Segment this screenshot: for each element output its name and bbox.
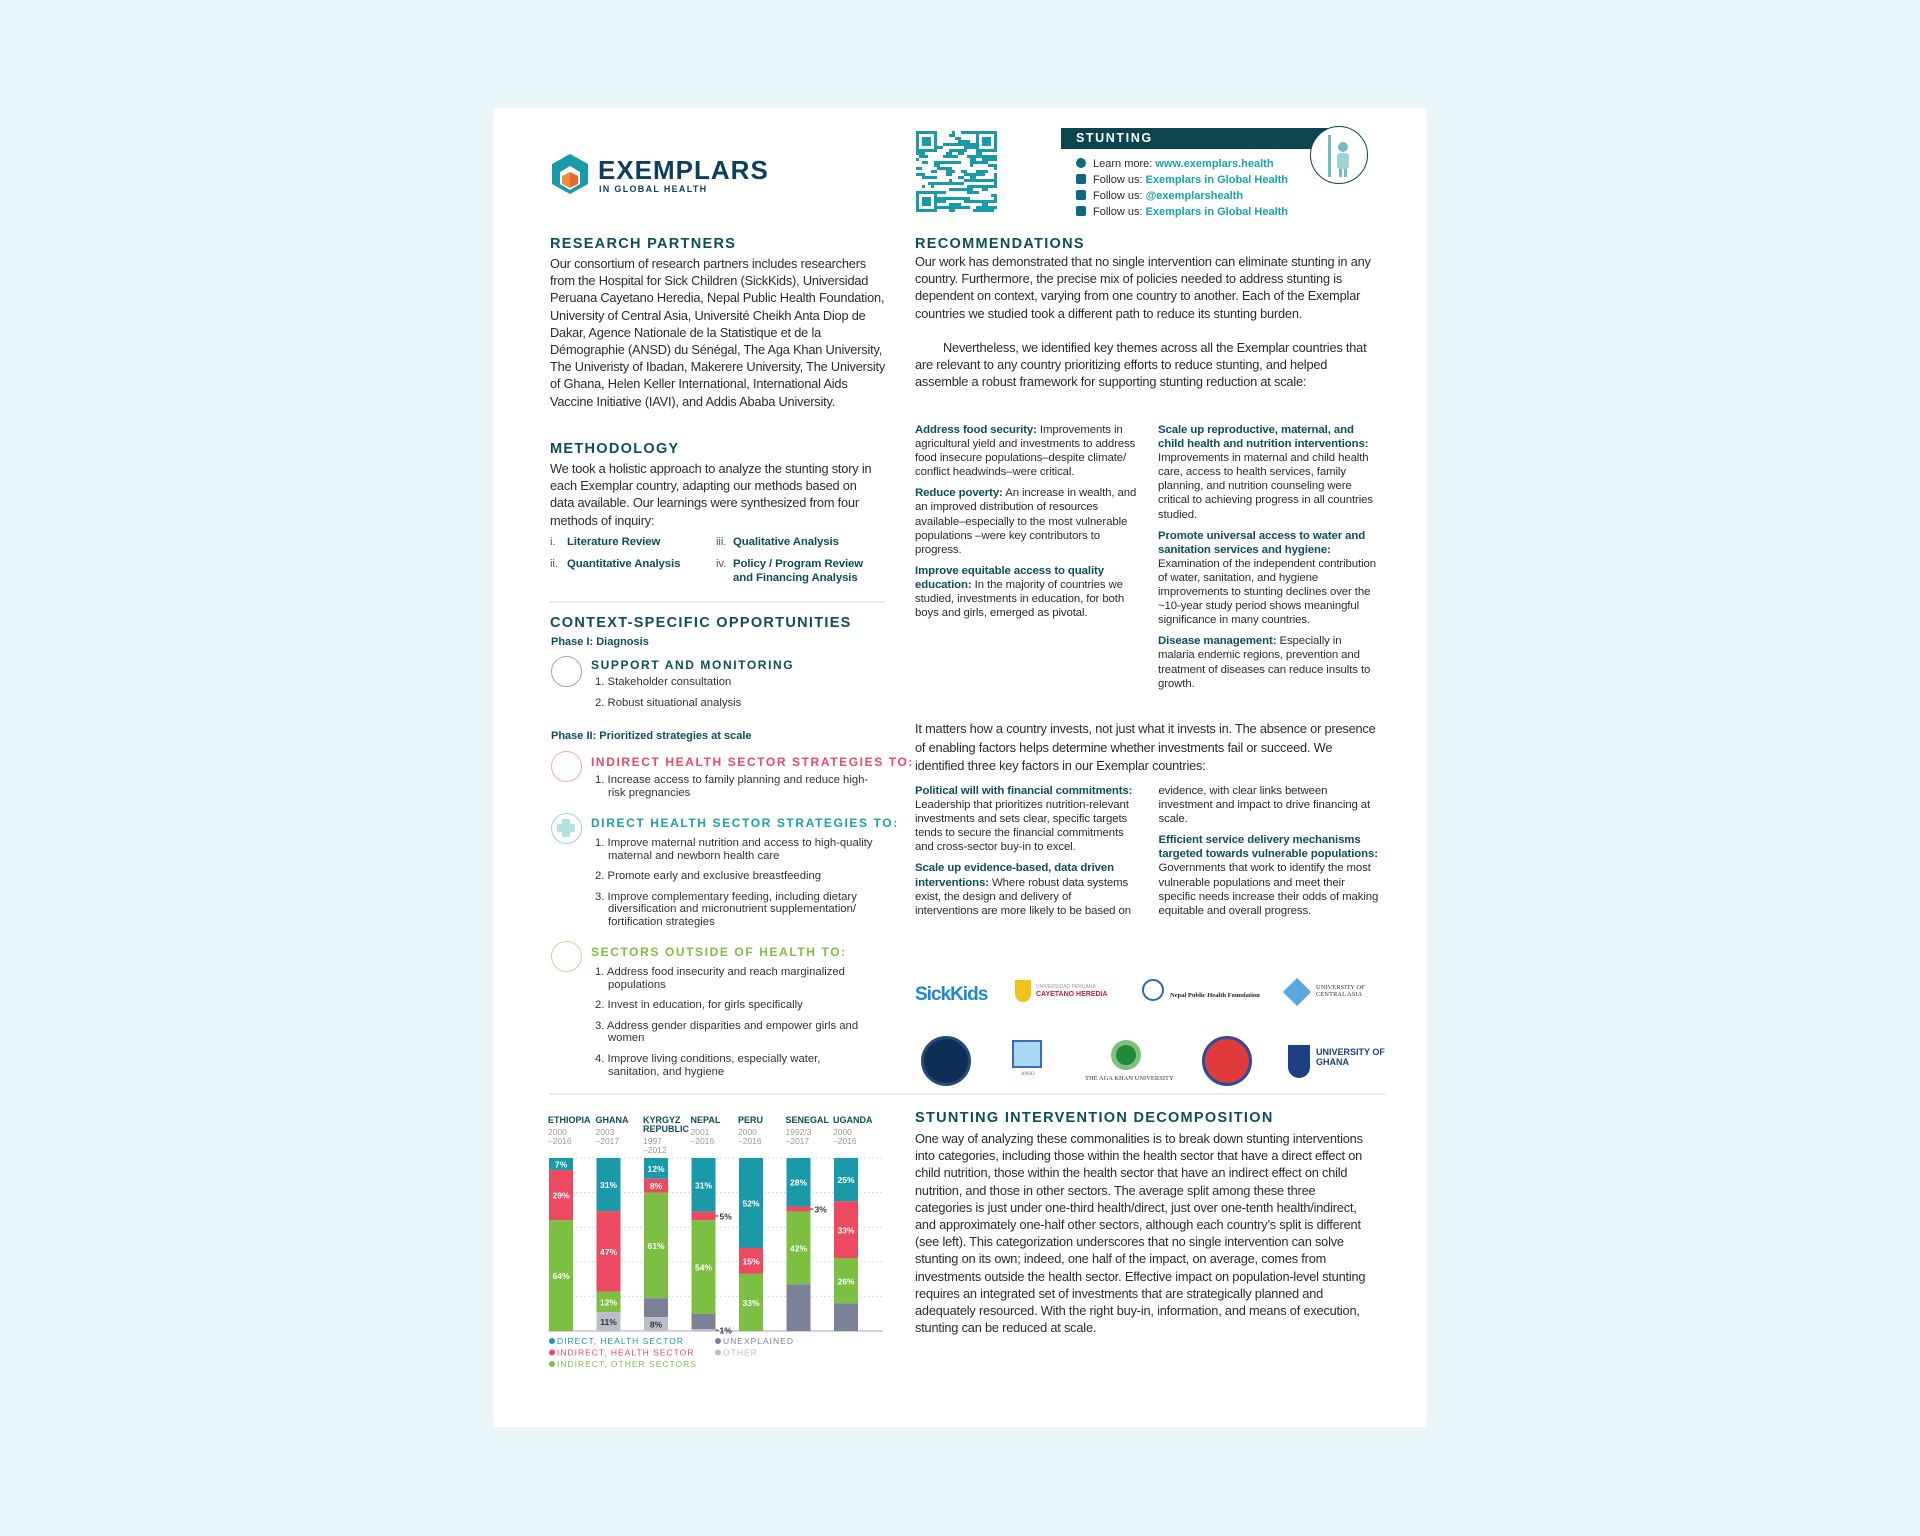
method-num: ii. xyxy=(550,558,558,570)
brand-subtitle: IN GLOBAL HEALTH xyxy=(599,184,708,194)
bar-segment xyxy=(787,1206,811,1211)
item-title: Political will with financial commitments: xyxy=(915,785,1133,797)
social-link-row xyxy=(1076,158,1274,170)
country-label: PERU xyxy=(738,1115,764,1125)
outside-title: SECTORS OUTSIDE OF HEALTH TO: xyxy=(591,945,847,959)
context-heading: CONTEXT-SPECIFIC OPPORTUNITIES xyxy=(550,615,852,631)
list-item: 2. Invest in education, for girls specifically xyxy=(595,999,803,1012)
stunting-banner xyxy=(1061,128,1333,149)
aku-seal xyxy=(1111,1040,1141,1070)
recommendations-p1: Our work has demonstrated that no single intervention can eliminate stunting in any country. Furthermore, the precise mix of policies needed to address stunting is dependent on context, varying from one country to another. Each of the Exemplar countries we studied took a different path to reduce its stunting burden. xyxy=(915,254,1371,321)
twitter-icon xyxy=(1076,190,1086,200)
data-label: 8% xyxy=(649,1181,663,1192)
period-label: 2003 xyxy=(595,1127,615,1137)
item-desc: Leadership that prioritizes nutrition-relevant investments and sets clear, specific targets tends to secure the financial commitments and cross-sector buy-in to excel. xyxy=(915,799,1129,854)
ansd-logo: ANSD xyxy=(1021,1072,1035,1077)
phase2-label: Phase II: Prioritized strategies at scale xyxy=(551,730,752,742)
data-label: 31% xyxy=(694,1180,713,1191)
period-label: 1997 xyxy=(643,1136,662,1146)
recommendations-left-col xyxy=(915,423,1137,627)
list-item: 1. Increase access to family planning and reduce high-risk pregnancies xyxy=(595,774,869,799)
period-label: 2000 xyxy=(833,1127,852,1137)
ghana-logo: UNIVERSITY OF GHANA xyxy=(1316,1047,1385,1067)
list-item: 1. Improve maternal nutrition and access to high-quality maternal and newborn health care xyxy=(595,837,873,862)
facebook-icon xyxy=(1076,206,1086,216)
research-partners-heading: RESEARCH PARTNERS xyxy=(550,236,737,252)
list-item: 3. Improve complementary feeding, including dietary diversification and micronutrient supplementation/ fortification strategies xyxy=(595,890,857,928)
recommendation-item xyxy=(915,486,1137,556)
method-qualitative-analysis: Qualitative Analysis xyxy=(733,536,839,548)
item-desc: Especially in malaria endemic regions, prevention and treatment of diseases can reduce insults to growth. xyxy=(1158,635,1371,690)
data-label: 8% xyxy=(649,1319,663,1330)
legend-swatch xyxy=(549,1361,555,1367)
period-label: –2016 xyxy=(833,1136,857,1146)
item-desc: Where robust data systems exist, the design and delivery of interventions are more likely to be based on evidence, with clear links between investment and impact to drive financing at scale. xyxy=(915,785,1371,917)
period-label: –2012 xyxy=(643,1145,667,1155)
banner-title: STUNTING xyxy=(1076,131,1153,145)
recommendation-item xyxy=(915,564,1137,620)
cube-logo-icon xyxy=(550,152,590,196)
data-label: 15% xyxy=(742,1256,760,1267)
globe-icon xyxy=(1076,158,1086,168)
link-prefix: Follow us: xyxy=(1093,190,1146,202)
country-label: ETHIOPIA xyxy=(548,1115,591,1125)
ghana-crest-icon xyxy=(1288,1045,1310,1078)
indirect-title: INDIRECT HEALTH SECTOR STRATEGIES TO: xyxy=(591,755,914,769)
data-label: 11% xyxy=(600,1317,617,1328)
factors-intro: It matters how a country invests, not just what it invests in. The absence or presence of enabling factors helps determine whether investments fail or succeed. We identified three key factors in our Exemplar countries: xyxy=(915,721,1376,774)
legend-label: INDIRECT, HEALTH SECTOR xyxy=(557,1347,695,1358)
divider xyxy=(550,1093,1385,1095)
indirect-list xyxy=(550,774,880,807)
item-desc: Examination of the independent contribution of water, sanitation, and hygiene improvements to stunting declines over the ~10-year study period shows meaningful significance in many countries. xyxy=(1158,557,1376,627)
recommendation-item xyxy=(1158,634,1380,690)
cayetano-logo: CAYETANO HEREDIA xyxy=(1036,991,1108,998)
legend-swatch xyxy=(549,1338,555,1344)
period-label: 2000 xyxy=(738,1127,757,1137)
phase1-label: Phase I: Diagnosis xyxy=(551,636,649,648)
method-num: i. xyxy=(550,536,556,548)
brand-name: EXEMPLARS xyxy=(598,155,769,185)
period-label: –2016 xyxy=(738,1136,762,1146)
data-label: 26% xyxy=(837,1276,855,1287)
legend-label: INDIRECT, OTHER SECTORS xyxy=(557,1359,697,1369)
partner-logos xyxy=(915,974,1385,1084)
period-label: 2000 xyxy=(548,1127,567,1137)
data-label: 28% xyxy=(789,1177,808,1188)
list-item: 4. Improve living conditions, especially water, sanitation, and hygiene xyxy=(595,1052,821,1078)
period-label: 2001 xyxy=(690,1127,710,1137)
cayetano-shield-icon xyxy=(1015,980,1031,1002)
recommendation-item xyxy=(1159,833,1381,918)
bar-segment xyxy=(692,1212,716,1221)
data-label: 47% xyxy=(599,1246,618,1257)
link-prefix: Follow us: xyxy=(1093,206,1146,218)
data-label: 5% xyxy=(719,1211,732,1222)
country-label: SENEGAL xyxy=(785,1115,830,1125)
bar-segment xyxy=(834,1303,858,1331)
ucad-seal xyxy=(921,1036,971,1086)
recommendation-item xyxy=(1158,529,1380,628)
method-policy-review: Policy / Program Review and Financing Analysis xyxy=(733,558,864,585)
list-item: 1. Address food insecurity and reach marginalized populations xyxy=(595,966,845,991)
recommendation-item xyxy=(915,423,1137,479)
recommendations-p2: Nevertheless, we identified key themes across all the Exemplar countries that are relevant to any country prioritizing efforts to reduce stunting, and helped assemble a robust framework for supporting stunting reduction at scale: xyxy=(915,340,1367,390)
divider xyxy=(550,601,885,603)
data-label: 33% xyxy=(742,1297,760,1308)
aku-logo: THE AGA KHAN UNIVERSITY xyxy=(1085,1075,1174,1082)
list-item: 2. Robust situational analysis xyxy=(595,696,742,709)
legend-swatch xyxy=(715,1350,721,1356)
legend-swatch xyxy=(549,1350,555,1356)
item-desc: Improvements in maternal and child health care, access to health services, family planning, and nutrition counseling were critical to achieving progress in all countries studied. xyxy=(1158,452,1373,521)
data-label: 3% xyxy=(814,1204,827,1215)
direct-title: DIRECT HEALTH SECTOR STRATEGIES TO: xyxy=(591,816,899,830)
social-link[interactable]: Exemplars in Global Health xyxy=(1145,174,1289,186)
decomposition-heading: STUNTING INTERVENTION DECOMPOSITION xyxy=(915,1110,1274,1126)
item-title: Efficient service delivery mechanisms targeted towards vulnerable populations: xyxy=(1158,834,1378,861)
ansd-mark-icon xyxy=(1012,1040,1042,1068)
support-list xyxy=(550,676,890,717)
legend-swatch xyxy=(715,1338,721,1344)
country-label: GHANA xyxy=(595,1115,629,1125)
recommendation-item xyxy=(915,784,1137,854)
country-label-line2: REPUBLIC xyxy=(643,1124,690,1134)
country-label: KYRGYZ xyxy=(643,1115,681,1125)
data-label: 52% xyxy=(742,1198,760,1209)
social-link[interactable]: www.exemplars.health xyxy=(1155,158,1274,170)
link-prefix: Follow us: xyxy=(1093,174,1146,186)
methodology-heading: METHODOLOGY xyxy=(550,441,680,457)
addis-ababa-seal xyxy=(1202,1036,1252,1086)
period-label: 1992/3 xyxy=(785,1127,812,1137)
list-item: 1. Stakeholder consultation xyxy=(595,676,732,688)
method-quantitative-analysis: Quantitative Analysis xyxy=(567,558,681,570)
item-desc: An increase in wealth, and an improved distribution of resources available–especially to the most vulnerable populations –were key contributors to progress. xyxy=(915,487,1137,556)
country-label: NEPAL xyxy=(690,1115,721,1125)
method-num: iv. xyxy=(716,558,727,570)
data-label: 29% xyxy=(552,1190,570,1201)
legend-label: DIRECT, HEALTH SECTOR xyxy=(557,1336,684,1346)
legend-label: OTHER xyxy=(723,1347,758,1358)
recommendation-item xyxy=(1158,423,1380,522)
period-label: –2017 xyxy=(785,1136,810,1146)
data-label: 25% xyxy=(837,1175,855,1186)
fact-sheet-page xyxy=(493,108,1427,1427)
item-title: Disease management: xyxy=(1158,635,1277,648)
bar-segment xyxy=(644,1298,668,1317)
period-label: –2016 xyxy=(548,1136,572,1146)
research-partners-body: Our consortium of research partners includes researchers from the Hospital for Sick Children (SickKids), Universidad Peruana Cayetano Heredia, Nepal Public Health Foundation, University of Central Asia, Université Cheikh Anta Diop de Dakar, Agence Nationale de la Statistique et de la Démographie (ANSD) du Sénégal, The Aga Khan University, The Univeristy of Ibadan, Makerere University, The University of Ghana, Helen Keller International, International Aids Vaccine Initiative (IAVI), and Addis Ababa University. xyxy=(550,256,886,409)
country-label: UGANDA xyxy=(833,1115,873,1125)
linkedin-icon xyxy=(1076,174,1086,184)
decomposition-body: One way of analyzing these commonalities is to break down stunting interventions into categories, including those within the health sector that have a direct effect on child nutrition, those within the health sector that have an indirect effect on child nutrition, and those in other sectors. The average split among these three categories is just under one-third health/direct, just over one-tenth health/indirect, and approximately one-half other sectors, although each country’s split is different (see left). This categorization underscores that no single intervention can solve stunting on its own; indeed, one half of the impact, on average, comes from investments outside the health sector. Effective impact on population-level stunting requires an integrated set of investments that are strategically planned and adequately resourced. With the right buy-in, information, and means of execution, stunting can be reduced at scale. xyxy=(915,1131,1366,1336)
data-label: 42% xyxy=(789,1243,808,1254)
social-link[interactable]: @exemplarshealth xyxy=(1145,190,1244,202)
factors-columns xyxy=(915,784,1380,944)
outside-list xyxy=(550,966,870,1086)
bar-segment xyxy=(692,1314,716,1330)
data-label: 12% xyxy=(599,1297,618,1308)
child-height-icon xyxy=(1310,126,1368,184)
uca-logo: UNIVERSITY OF CENTRAL ASIA xyxy=(1316,984,1365,998)
social-link-row xyxy=(1076,174,1288,186)
data-label: 54% xyxy=(694,1262,713,1273)
data-label: 64% xyxy=(552,1271,570,1282)
item-desc: Improvements in agricultural yield and investments to address food insecure populations–despite climate/ conflict headwinds–were critical. xyxy=(915,424,1136,479)
recommendations-heading: RECOMMENDATIONS xyxy=(915,236,1085,252)
link-prefix: Learn more: xyxy=(1093,158,1156,170)
direct-list xyxy=(550,837,890,937)
item-title: Promote universal access to water and sanitation services and hygiene: xyxy=(1158,529,1366,556)
nphf-seal-icon xyxy=(1142,979,1164,1001)
uca-diamond-icon xyxy=(1283,978,1311,1006)
data-label: 7% xyxy=(554,1159,568,1170)
item-desc: Governments that work to identify the most vulnerable populations and meet their specific needs increase their odds of making equitable and overall progress. xyxy=(1158,862,1379,917)
social-links xyxy=(1076,158,1316,222)
social-link[interactable]: Exemplars in Global Health xyxy=(1145,206,1289,218)
nphf-logo: Nepal Public Health Foundation xyxy=(1170,992,1260,999)
methodology-body: We took a holistic approach to analyze the stunting story in each Exemplar country, adapting our methods based on data available. Our learnings were synthesized from four methods of inquiry: xyxy=(550,461,872,528)
list-item: 3. Address gender disparities and empower girls and women xyxy=(595,1019,859,1045)
list-item: 2. Promote early and exclusive breastfeeding xyxy=(595,870,822,883)
method-num: iii. xyxy=(716,536,727,548)
qr-code[interactable] xyxy=(915,130,998,213)
methods-list xyxy=(550,535,890,595)
legend-label: UNEXPLAINED xyxy=(723,1336,794,1346)
exemplars-logo xyxy=(550,152,769,198)
sickkids-logo: SickKids xyxy=(915,984,988,1005)
period-label: –2016 xyxy=(690,1136,715,1146)
item-title: Improve equitable access to quality education: xyxy=(915,564,1104,591)
cayetano-logo-sub: UNIVERSIDAD PERUANA xyxy=(1036,984,1096,990)
item-title: Scale up reproductive, maternal, and child health and nutrition interventions: xyxy=(1158,424,1369,451)
item-title: Reduce poverty: xyxy=(915,487,1003,500)
item-title: Scale up evidence-based, data driven interventions: xyxy=(915,862,1114,889)
support-title: SUPPORT AND MONITORING xyxy=(591,658,795,672)
data-label: 12% xyxy=(647,1163,665,1174)
data-label: 1% xyxy=(719,1325,732,1336)
recommendations-right-col xyxy=(1158,423,1380,698)
data-label: 31% xyxy=(599,1180,618,1191)
period-label: –2017 xyxy=(595,1136,620,1146)
social-link-row xyxy=(1076,190,1243,202)
bar-segment xyxy=(787,1284,811,1331)
social-link-row xyxy=(1076,206,1288,218)
item-title: Address food security: xyxy=(915,424,1037,436)
data-label: 61% xyxy=(647,1240,665,1251)
decomposition-chart xyxy=(548,1106,888,1386)
item-desc: In the majority of countries we studied, investments in education, for both boys and girls, emerged as pivotal. xyxy=(915,578,1125,620)
bar-segment xyxy=(692,1329,716,1331)
method-literature-review: Literature Review xyxy=(567,536,661,548)
data-label: 33% xyxy=(837,1225,855,1236)
